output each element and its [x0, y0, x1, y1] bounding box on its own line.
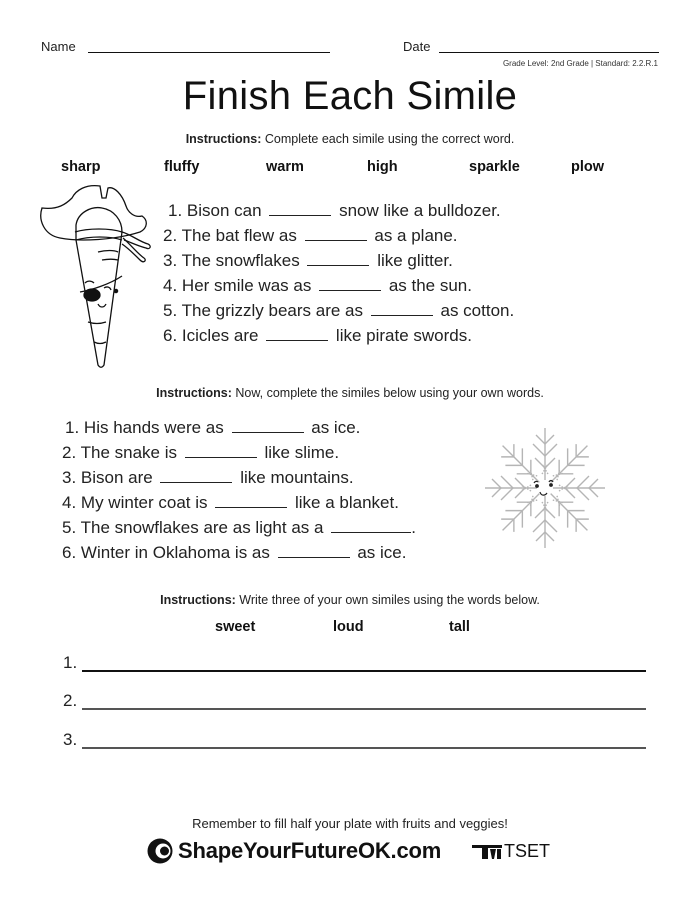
item-number: 5. [62, 518, 77, 537]
simile-row [163, 251, 453, 271]
section1-instructions [0, 132, 700, 146]
page-title: Finish Each Simile [182, 74, 518, 118]
simile-item [168, 201, 501, 226]
answer-blank[interactable] [305, 239, 367, 241]
item-number: 1. [168, 201, 183, 220]
item-text-before: The snowflakes [181, 251, 300, 270]
simile-item [65, 418, 360, 438]
item-text-before: Bison are [80, 468, 153, 487]
answer-blank[interactable] [160, 481, 232, 483]
item-number: 3. [62, 468, 77, 487]
simile-item [62, 518, 416, 538]
section3-instructions [0, 593, 700, 607]
item-number: 6. [62, 543, 77, 562]
simile-item [62, 443, 339, 463]
writing-line-2[interactable] [82, 708, 646, 710]
item-number: 5. [163, 301, 178, 320]
grade-standard-info: Grade Level: 2nd Grade | Standard: 2.2.R.1 [502, 59, 658, 68]
shape-your-future-logo-icon [147, 838, 173, 864]
date-label: Date [403, 39, 431, 54]
item-number: 2. [163, 226, 178, 245]
simile-item [163, 326, 472, 346]
simile-item [163, 301, 514, 321]
writing-line-3[interactable] [82, 747, 646, 749]
simile-list-1 [168, 201, 501, 226]
item-number: 4. [62, 493, 77, 512]
simile-item [163, 226, 458, 246]
item-number: 2. [62, 443, 77, 462]
item-text-before: Bison can [186, 201, 262, 220]
snowflake-face-icon [475, 420, 615, 560]
item-text-after: like a blanket. [294, 493, 399, 512]
instructions-label: Instructions: [185, 132, 262, 146]
simile-item [62, 543, 406, 563]
word-bank-item: high [367, 159, 398, 175]
word-bank-item: warm [266, 159, 304, 175]
answer-blank[interactable] [307, 264, 369, 266]
answer-blank[interactable] [319, 289, 381, 291]
simile-item [163, 251, 453, 271]
word-bank-item: tall [449, 619, 470, 635]
instructions-text: Complete each simile using the correct word. [261, 132, 515, 146]
line-number: 3. [63, 730, 78, 749]
item-text-after: . [411, 518, 416, 537]
pirate-carrot-icon [30, 180, 170, 370]
simile-item [163, 276, 472, 296]
instructions-text: Now, complete the similes below using your own words. [231, 386, 544, 400]
item-text-before: The snake is [80, 443, 177, 462]
item-text-after: as a plane. [374, 226, 458, 245]
word-bank-item: fluffy [164, 159, 200, 175]
simile-item [62, 493, 399, 513]
item-text-before: My winter coat is [80, 493, 208, 512]
answer-blank[interactable] [266, 339, 328, 341]
word-bank-item: sparkle [469, 159, 520, 175]
item-number: 6. [163, 326, 178, 345]
section2-instructions [0, 386, 700, 400]
item-text-after: like glitter. [377, 251, 453, 270]
word-bank-item: loud [333, 619, 364, 635]
item-text-after: as the sun. [388, 276, 472, 295]
simile-row [163, 301, 514, 321]
word-bank-item: sweet [215, 619, 256, 635]
instructions-text: Write three of your own similes using the words below. [235, 593, 540, 607]
item-text-after: snow like a bulldozer. [339, 201, 501, 220]
word-bank-item: plow [571, 159, 605, 175]
item-number: 1. [65, 418, 80, 437]
line-number: 1. [63, 653, 78, 672]
item-text-before: His hands were as [83, 418, 224, 437]
item-text-before: The snowflakes are as light as a [80, 518, 324, 537]
footer-note: Remember to fill half your plate with fruits and veggies! [192, 816, 508, 831]
name-field[interactable] [88, 52, 330, 53]
tset-label: TSET [504, 841, 551, 861]
item-text-after: like slime. [264, 443, 340, 462]
simile-row [163, 326, 472, 346]
answer-blank[interactable] [269, 214, 331, 216]
item-text-after: as cotton. [440, 301, 515, 320]
writing-line-1[interactable] [82, 670, 646, 672]
item-text-after: as ice. [311, 418, 361, 437]
item-text-after: like pirate swords. [335, 326, 472, 345]
name-label: Name [41, 39, 76, 54]
item-text-after: like mountains. [240, 468, 354, 487]
item-text-before: The bat flew as [181, 226, 297, 245]
answer-blank[interactable] [371, 314, 433, 316]
date-field[interactable] [439, 52, 659, 53]
item-text-before: Icicles are [181, 326, 259, 345]
line-number: 2. [63, 691, 78, 710]
answer-blank[interactable] [331, 531, 411, 533]
answer-blank[interactable] [185, 456, 257, 458]
simile-row [163, 276, 472, 296]
simile-row [163, 226, 458, 246]
item-text-after: as ice. [357, 543, 407, 562]
answer-blank[interactable] [215, 506, 287, 508]
word-bank-item: sharp [61, 159, 101, 175]
simile-item [62, 468, 354, 488]
brand-link[interactable]: ShapeYourFutureOK.com [178, 838, 442, 863]
answer-blank[interactable] [232, 431, 304, 433]
instructions-label: Instructions: [160, 593, 236, 607]
answer-blank[interactable] [278, 556, 350, 558]
item-number: 3. [163, 251, 178, 270]
item-text-before: The grizzly bears are as [181, 301, 364, 320]
tset-logo-icon [472, 843, 502, 861]
item-text-before: Winter in Oklahoma is as [80, 543, 270, 562]
item-text-before: Her smile was as [181, 276, 312, 295]
item-number: 4. [163, 276, 178, 295]
instructions-label: Instructions: [156, 386, 232, 400]
